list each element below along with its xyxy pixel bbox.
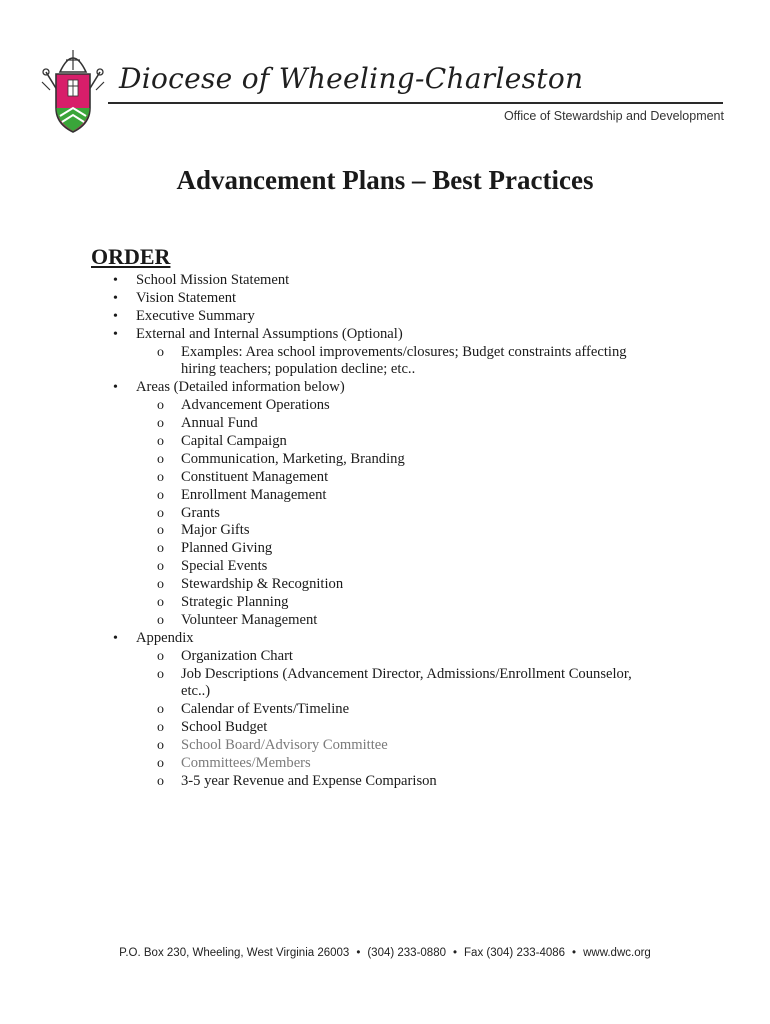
outline-subitem <box>0 683 770 701</box>
outline-subitem <box>0 719 770 737</box>
outline-list <box>0 272 770 791</box>
outline-item <box>0 290 770 308</box>
bullet-circle: o <box>157 756 164 772</box>
document-title: Advancement Plans – Best Practices <box>176 165 594 195</box>
outline-subitem <box>0 469 770 487</box>
office-name: Office of Stewardship and Development <box>503 109 724 123</box>
footer-website: www.dwc.org <box>583 947 651 959</box>
bullet-circle: o <box>157 344 164 360</box>
outline-item-text: Organization Chart <box>181 647 293 664</box>
outline-item-text: Calendar of Events/Timeline <box>181 701 350 718</box>
outline-item-text: hiring teachers; population decline; etc.. <box>181 361 416 378</box>
outline-item-text: 3-5 year Revenue and Expense Comparison <box>181 772 437 789</box>
outline-item <box>0 379 770 397</box>
outline-item-text: Job Descriptions (Advancement Director, Admissions/Enrollment Counselor, <box>181 665 632 682</box>
bullet-circle: o <box>157 648 164 664</box>
bullet-dot: • <box>113 380 118 396</box>
bullet-circle: o <box>157 559 164 575</box>
bullet-circle: o <box>157 416 164 432</box>
outline-subitem <box>0 773 770 791</box>
outline-subitem <box>0 737 770 755</box>
outline-subitem <box>0 648 770 666</box>
footer-separator: • <box>453 947 458 959</box>
outline-item <box>0 308 770 326</box>
outline-item-text: Executive Summary <box>136 307 255 324</box>
outline-subitem <box>0 505 770 523</box>
outline-item-text: Examples: Area school improvements/closures; Budget constraints affecting <box>181 343 627 360</box>
outline-subitem <box>0 361 770 379</box>
bullet-circle: o <box>157 523 164 539</box>
bullet-dot: • <box>113 290 118 306</box>
outline-item-text: Committees/Members <box>181 755 311 772</box>
footer-separator: • <box>356 947 361 959</box>
bullet-circle: o <box>157 577 164 593</box>
bullet-circle: o <box>157 595 164 611</box>
footer-fax: Fax (304) 233-4086 <box>464 947 566 959</box>
bullet-circle: o <box>157 773 164 789</box>
outline-item-text: Constituent Management <box>181 468 329 485</box>
outline-subitem <box>0 612 770 630</box>
footer-contact <box>0 947 770 959</box>
outline-item-text: Special Events <box>181 558 268 575</box>
outline-subitem <box>0 487 770 505</box>
diocese-name: Diocese of Wheeling-Charleston <box>119 62 584 95</box>
bullet-circle: o <box>157 434 164 450</box>
bullet-dot: • <box>113 326 118 342</box>
outline-subitem <box>0 397 770 415</box>
bullet-circle: o <box>157 541 164 557</box>
section-heading: ORDER <box>91 244 171 269</box>
bullet-dot: • <box>113 630 118 646</box>
outline-item-text: Advancement Operations <box>181 397 330 414</box>
outline-item-text: School Board/Advisory Committee <box>181 737 388 754</box>
bullet-circle: o <box>157 720 164 736</box>
bullet-circle: o <box>157 702 164 718</box>
bullet-circle: o <box>157 612 164 628</box>
bullet-circle: o <box>157 469 164 485</box>
outline-item-text: Appendix <box>136 629 194 646</box>
outline-subitem <box>0 666 770 684</box>
outline-subitem <box>0 415 770 433</box>
outline-item-text: Communication, Marketing, Branding <box>181 450 405 467</box>
outline-subitem <box>0 594 770 612</box>
outline-item-text: Volunteer Management <box>181 611 318 628</box>
outline-item <box>0 272 770 290</box>
outline-item-text: etc..) <box>181 683 211 700</box>
outline-subitem <box>0 522 770 540</box>
outline-item-text: External and Internal Assumptions (Optional) <box>136 325 403 342</box>
outline-subitem <box>0 701 770 719</box>
bullet-circle: o <box>157 487 164 503</box>
header-rule <box>108 102 723 104</box>
outline-subitem <box>0 451 770 469</box>
footer-address: P.O. Box 230, Wheeling, West Virginia 26003 <box>119 947 350 959</box>
outline-item-text: School Mission Statement <box>136 272 290 288</box>
bullet-circle: o <box>157 451 164 467</box>
outline-item <box>0 326 770 344</box>
bullet-dot: • <box>113 308 118 324</box>
footer-separator: • <box>572 947 577 959</box>
outline-item-text: Grants <box>181 504 220 521</box>
outline-item-text: Planned Giving <box>181 540 273 557</box>
outline-item-text: Strategic Planning <box>181 594 289 611</box>
outline-item-text: Capital Campaign <box>181 433 287 450</box>
outline-item-text: Vision Statement <box>136 289 237 306</box>
outline-subitem <box>0 344 770 362</box>
outline-item-text: Areas (Detailed information below) <box>136 379 345 396</box>
outline-item-text: Stewardship & Recognition <box>181 576 344 593</box>
outline-subitem <box>0 540 770 558</box>
outline-item <box>0 630 770 648</box>
outline-item-text: School Budget <box>181 719 268 736</box>
outline-subitem <box>0 576 770 594</box>
footer-phone: (304) 233-0880 <box>367 947 446 959</box>
bullet-circle: o <box>157 738 164 754</box>
bullet-circle: o <box>157 398 164 414</box>
outline-subitem <box>0 558 770 576</box>
outline-item-text: Major Gifts <box>181 522 250 539</box>
diocese-crest-icon <box>40 42 106 134</box>
bullet-circle: o <box>157 505 164 521</box>
bullet-circle: o <box>157 666 164 682</box>
outline-subitem <box>0 433 770 451</box>
outline-subitem <box>0 755 770 773</box>
bullet-dot: • <box>113 273 118 288</box>
outline-item-text: Enrollment Management <box>181 486 327 503</box>
outline-item-text: Annual Fund <box>181 415 258 432</box>
